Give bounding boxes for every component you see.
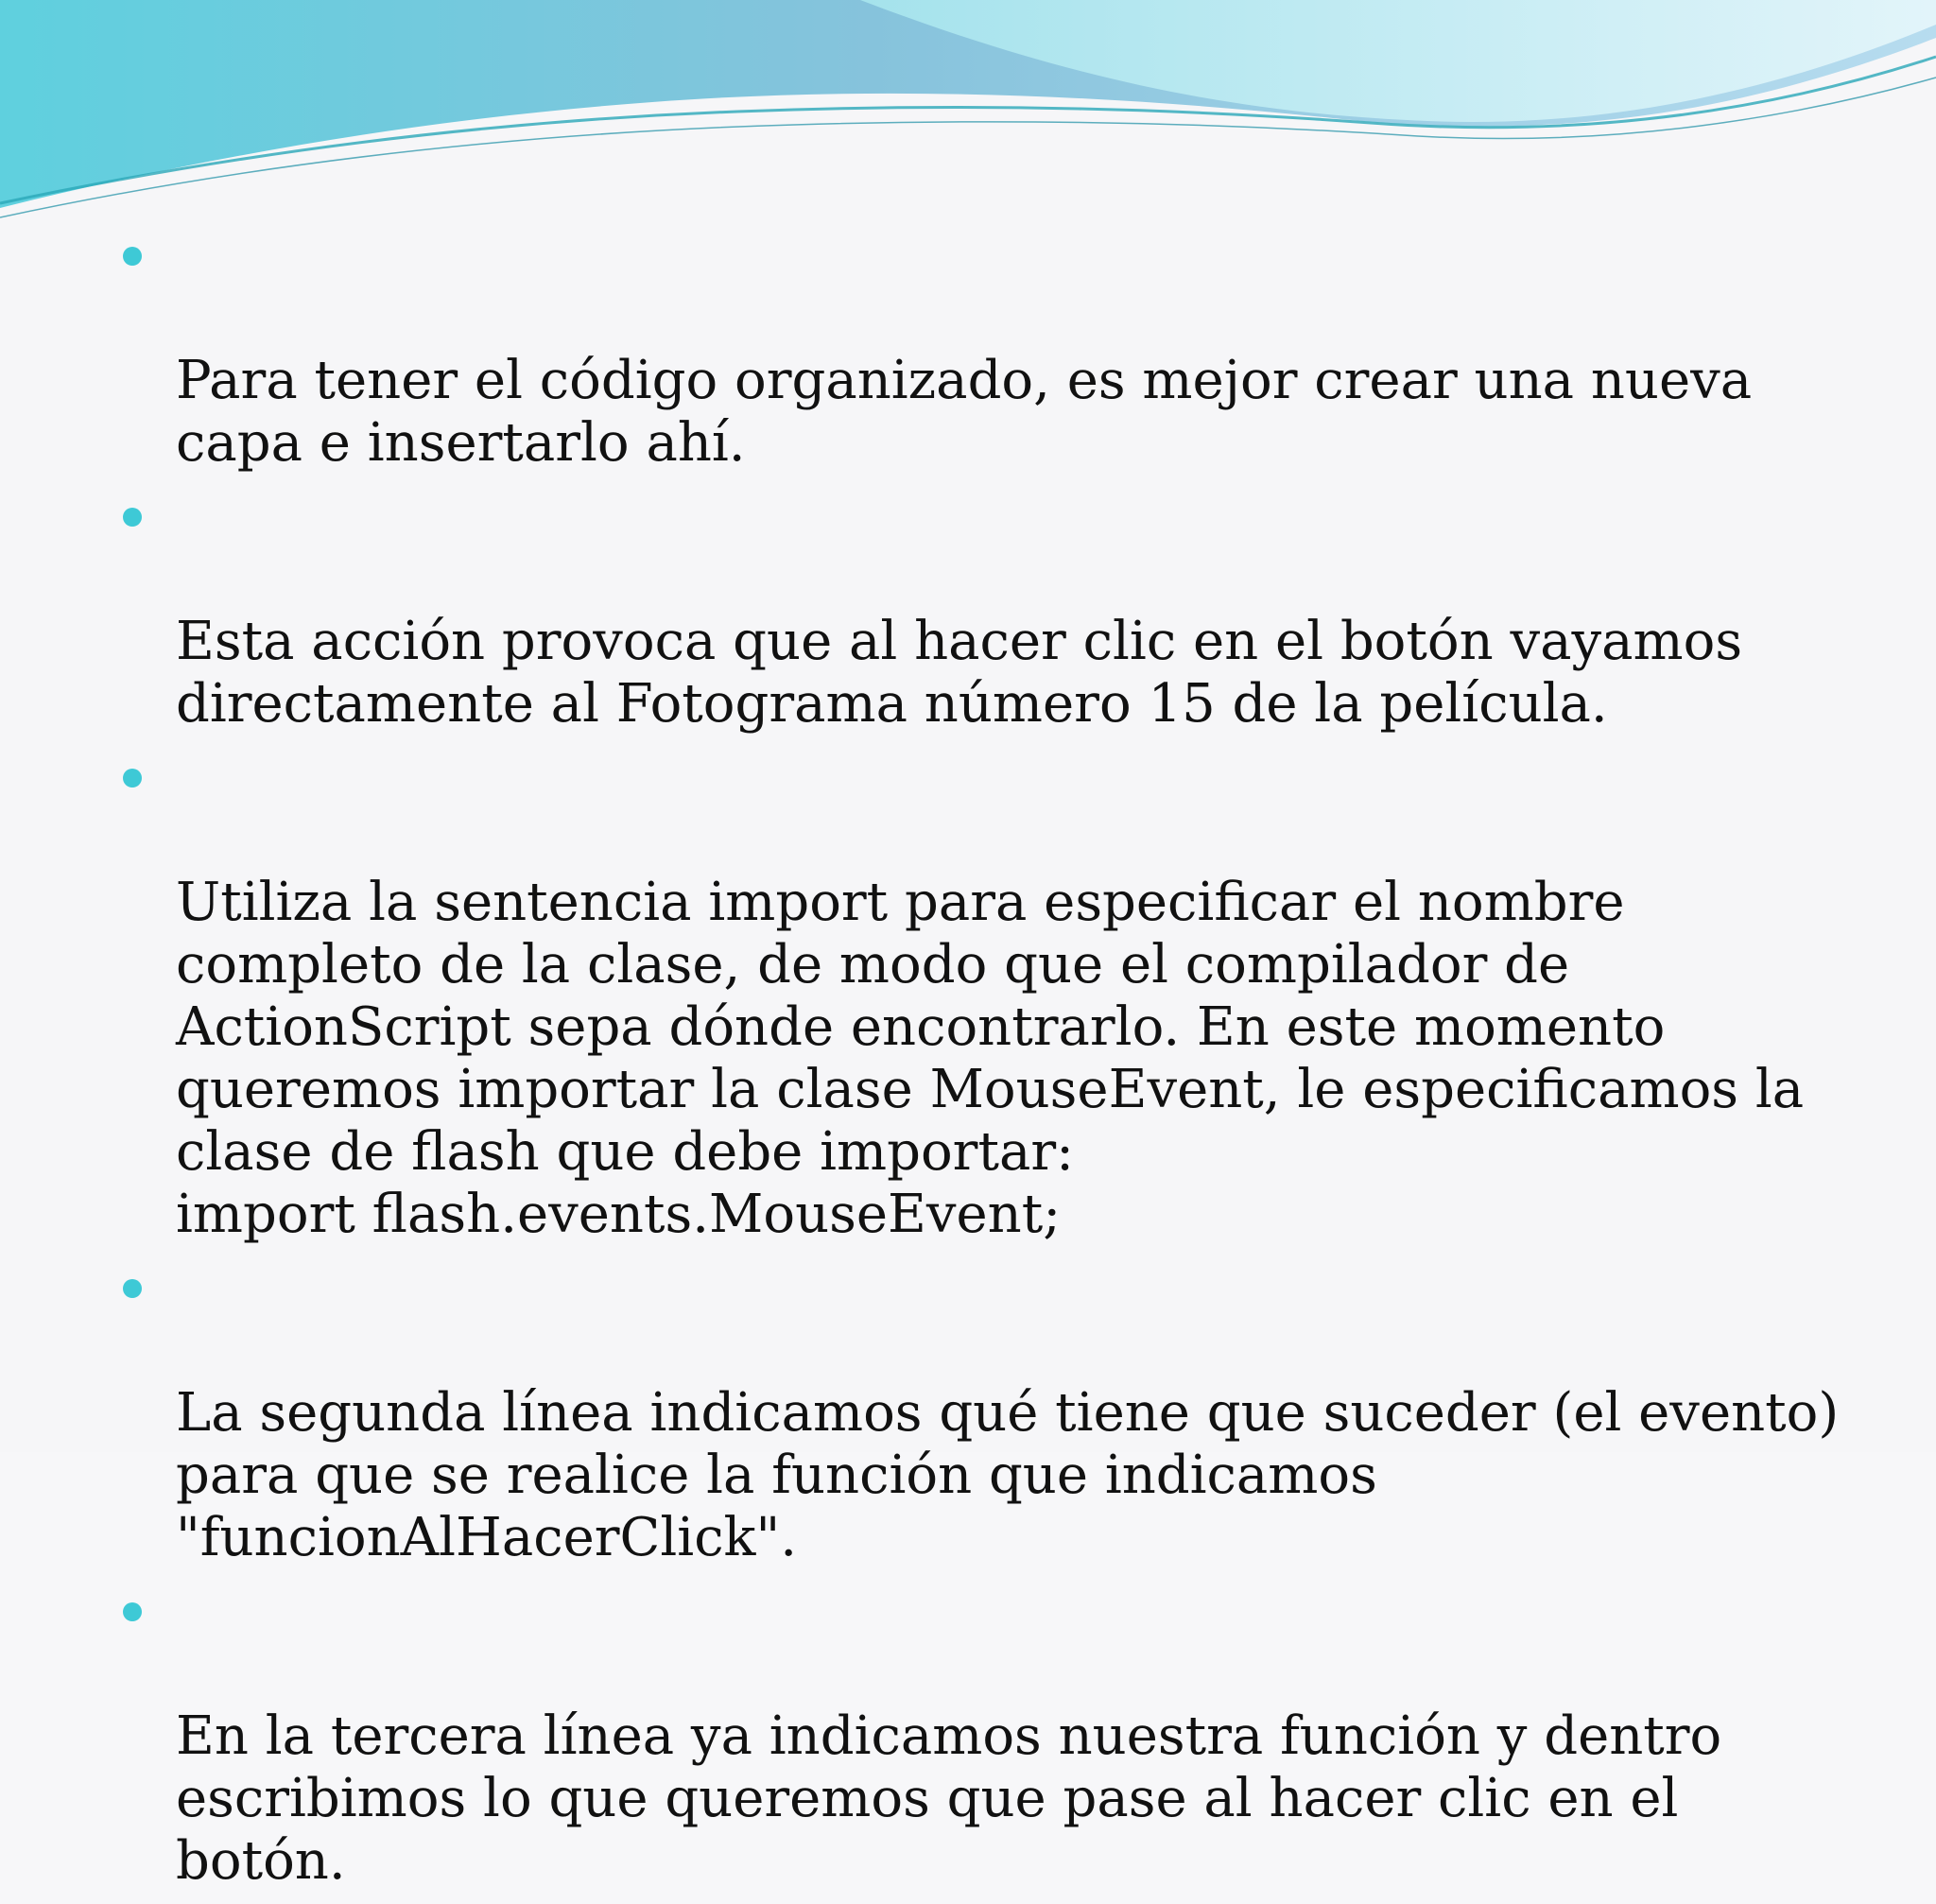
bullet-item xyxy=(123,1257,1881,1569)
bullet-list xyxy=(123,225,1881,1904)
wave-header-decoration xyxy=(0,0,1936,227)
bullet-text: Para tener el código organizado, es mejor crear una nueva capa e insertarlo ahí. xyxy=(176,350,1753,474)
bullet-text: Utiliza la sentencia import para especificar el nombre completo de la clase, de modo que el compilador de ActionScript sepa dónde encontrarlo. En este momento queremos importar la clase MouseEvent, le especificamos la clase de flash que debe importar: import flash.events.MouseEvent; xyxy=(176,872,1805,1245)
bullet-dot-icon xyxy=(123,1602,142,1621)
bullet-item xyxy=(123,747,1881,1246)
bullet-item xyxy=(123,225,1881,475)
bullet-dot-icon xyxy=(123,1279,142,1298)
bullet-item xyxy=(123,486,1881,736)
bullet-dot-icon xyxy=(123,508,142,527)
bullet-dot-icon xyxy=(123,769,142,788)
bullet-item xyxy=(123,1581,1881,1893)
bullet-text: Esta acción provoca que al hacer clic en el botón vayamos directamente al Fotograma número 15 de la película. xyxy=(176,611,1743,735)
bullet-dot-icon xyxy=(123,247,142,266)
bullet-text: La segunda línea indicamos qué tiene que suceder (el evento) para que se realice la función que indicamos "funcionAlHacerClick". xyxy=(176,1382,1840,1568)
bullet-text: En la tercera línea ya indicamos nuestra función y dentro escribimos lo que queremos que pase al hacer clic en el botón. xyxy=(176,1705,1722,1892)
